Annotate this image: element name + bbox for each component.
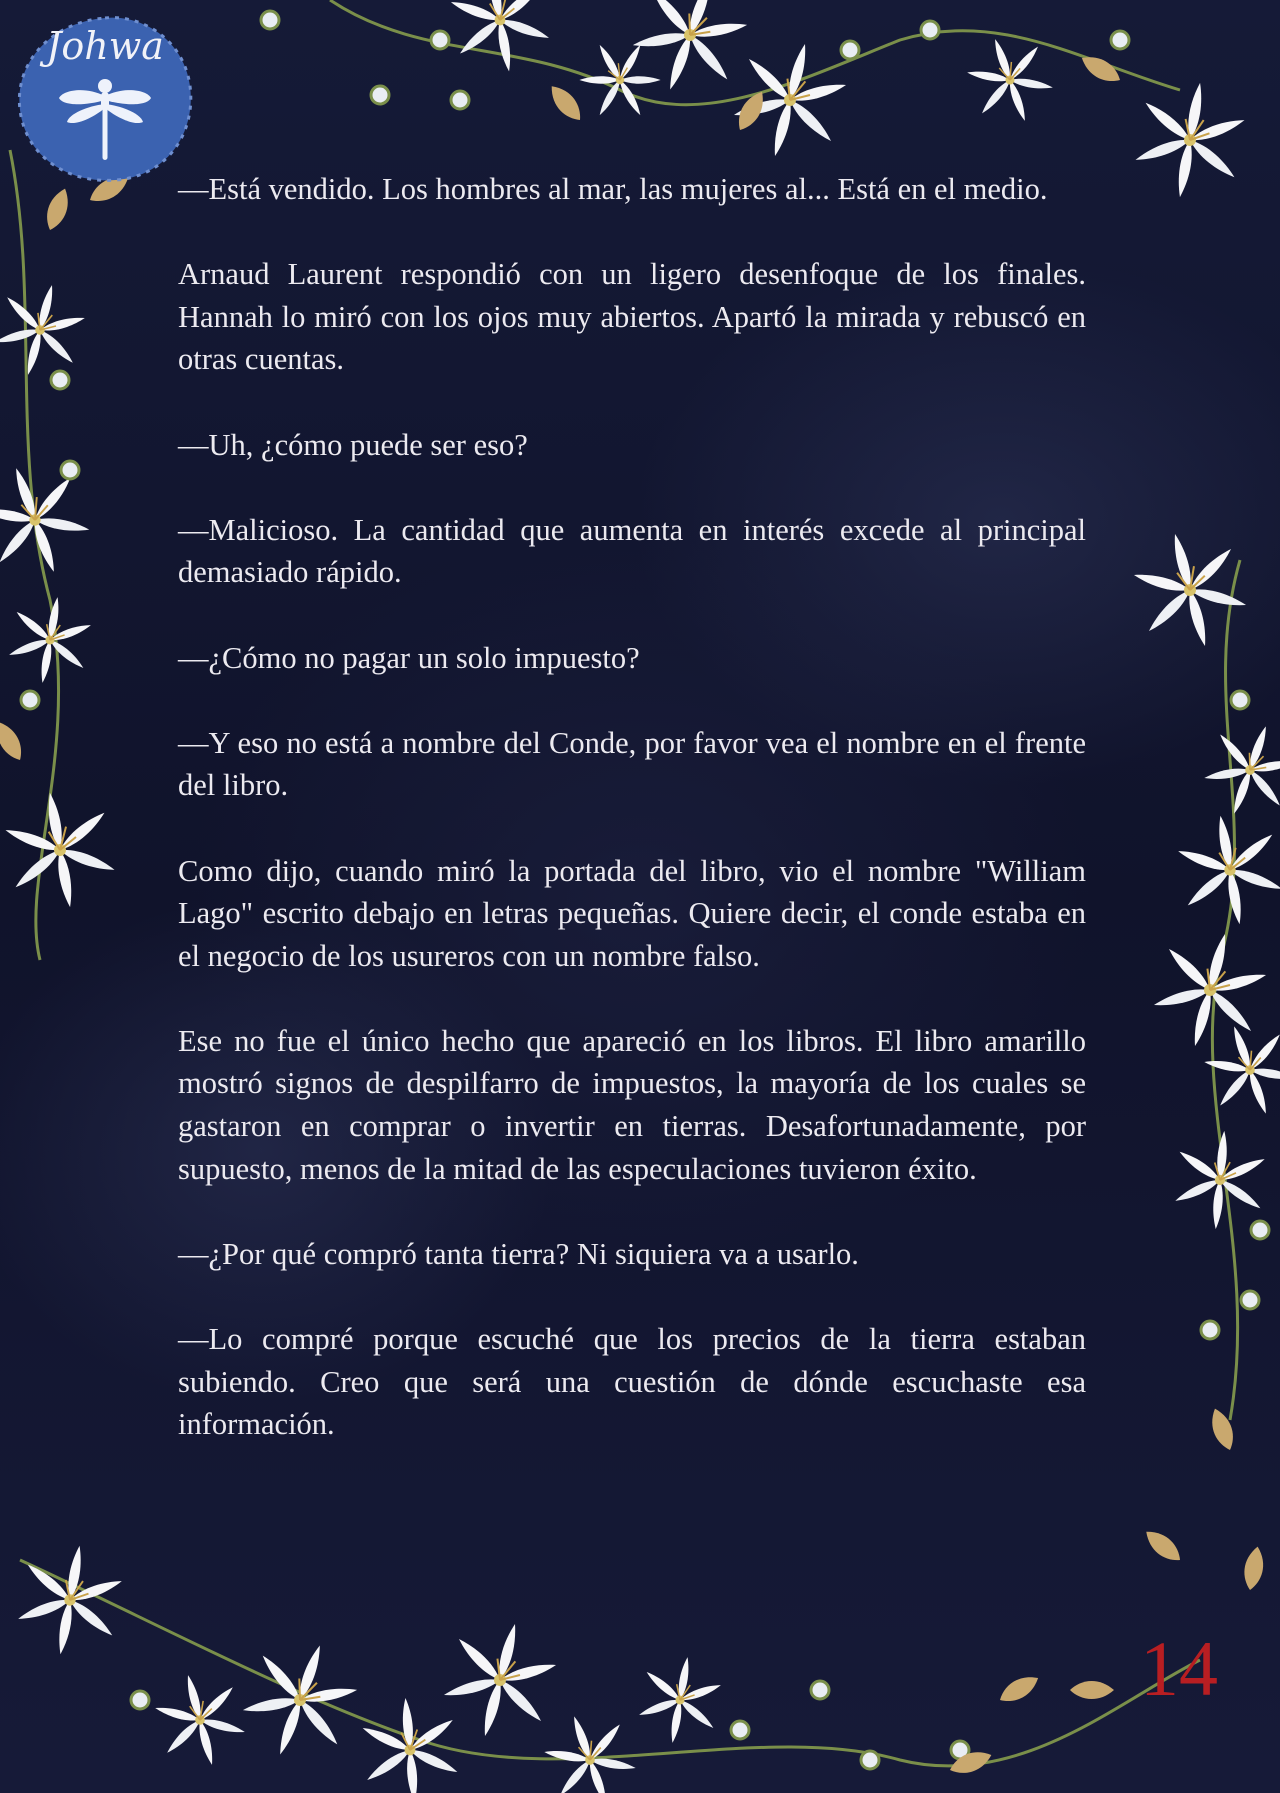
paragraph: —Lo compré porque escuché que los precios de la tierra estaban subiendo. Creo que será una cuestión de dónde escuchaste esa información.	[178, 1322, 1086, 1442]
paragraph: —¿Por qué compró tanta tierra? Ni siquiera va a usarlo.	[178, 1236, 859, 1271]
page-number: 14	[1140, 1625, 1218, 1712]
paragraph: —Está vendido. Los hombres al mar, las mujeres al... Está en el medio.	[178, 172, 1048, 206]
dragonfly-icon	[55, 68, 155, 168]
paragraph: —Y eso no está a nombre del Conde, por favor vea el nombre en el frente del libro.	[178, 725, 1086, 803]
paragraph: —¿Cómo no pagar un solo impuesto?	[178, 640, 640, 675]
publisher-logo	[12, 10, 198, 186]
paragraph: —Uh, ¿cómo puede ser eso?	[178, 427, 528, 462]
paragraph: Arnaud Laurent respondió con un ligero desenfoque de los finales. Hannah lo miró con los ojos muy abiertos. Apartó la mirada y rebuscó en otras cuentas.	[178, 257, 1086, 377]
story-text	[178, 168, 1086, 1446]
logo-text: Johwa	[46, 24, 164, 68]
paragraph: —Malicioso. La cantidad que aumenta en interés excede al principal demasiado rápido.	[178, 512, 1086, 590]
paragraph: Ese no fue el único hecho que apareció en los libros. El libro amarillo mostró signos de despilfarro de impuestos, la mayoría de los cuales se gastaron en comprar o invertir en tierras. Desafortunadamente, por supuesto, menos de la mitad de las especulaciones tuvieron éxito.	[178, 1023, 1086, 1186]
paragraph: Como dijo, cuando miró la portada del libro, vio el nombre "William Lago" escrito debajo en letras pequeñas. Quiere decir, el conde estaba en el negocio de los usureros con un nombre falso.	[178, 853, 1086, 973]
